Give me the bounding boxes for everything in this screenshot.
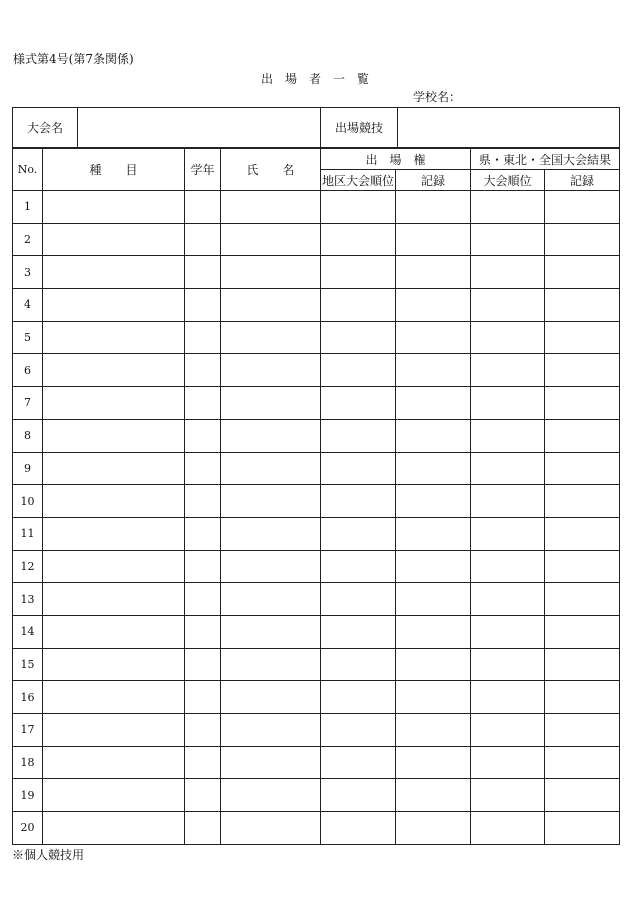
tournament-record-cell[interactable] xyxy=(545,485,620,518)
event-cell[interactable] xyxy=(43,681,185,714)
tournament-rank-cell[interactable] xyxy=(471,321,545,354)
row-number: 7 xyxy=(13,387,43,420)
tournament-rank-cell[interactable] xyxy=(471,419,545,452)
table-row xyxy=(13,550,620,583)
district-rank-cell[interactable] xyxy=(321,191,396,224)
district-rank-cell[interactable] xyxy=(321,256,396,289)
footnote: ※個人競技用 xyxy=(12,848,85,862)
event-cell[interactable] xyxy=(43,419,185,452)
tournament-record-cell[interactable] xyxy=(545,615,620,648)
table-row xyxy=(13,289,620,322)
event-cell[interactable] xyxy=(43,387,185,420)
event-cell[interactable] xyxy=(43,223,185,256)
name-cell[interactable] xyxy=(221,648,321,681)
district-record-cell[interactable] xyxy=(396,812,471,845)
tournament-record-cell[interactable] xyxy=(545,550,620,583)
tournament-rank-cell[interactable] xyxy=(471,223,545,256)
name-cell[interactable] xyxy=(221,550,321,583)
district-rank-cell[interactable] xyxy=(321,223,396,256)
district-record-cell[interactable] xyxy=(396,714,471,747)
name-cell[interactable] xyxy=(221,289,321,322)
tournament-rank-cell[interactable] xyxy=(471,256,545,289)
event-cell[interactable] xyxy=(43,289,185,322)
district-record-cell[interactable] xyxy=(396,746,471,779)
district-record-cell[interactable] xyxy=(396,419,471,452)
district-record-cell[interactable] xyxy=(396,387,471,420)
tournament-record-cell[interactable] xyxy=(545,191,620,224)
name-cell[interactable] xyxy=(221,615,321,648)
event-cell[interactable] xyxy=(43,517,185,550)
name-cell[interactable] xyxy=(221,256,321,289)
event-cell[interactable] xyxy=(43,485,185,518)
event-cell[interactable] xyxy=(43,812,185,845)
row-number: 1 xyxy=(13,191,43,224)
tournament-record-cell[interactable] xyxy=(545,387,620,420)
column-header-qualification: 出 場 権 xyxy=(321,149,471,170)
name-cell[interactable] xyxy=(221,485,321,518)
tournament-rank-cell[interactable] xyxy=(471,387,545,420)
district-record-cell[interactable] xyxy=(396,779,471,812)
tournament-record-cell[interactable] xyxy=(545,223,620,256)
column-header-results: 県・東北・全国大会結果 xyxy=(471,149,620,170)
event-label: 出場競技 xyxy=(321,108,398,148)
tournament-record-cell[interactable] xyxy=(545,648,620,681)
event-cell[interactable] xyxy=(43,550,185,583)
name-cell[interactable] xyxy=(221,354,321,387)
participants-table xyxy=(12,148,620,845)
district-rank-cell[interactable] xyxy=(321,452,396,485)
district-rank-cell[interactable] xyxy=(321,583,396,616)
grade-cell[interactable] xyxy=(185,289,221,322)
district-record-cell[interactable] xyxy=(396,321,471,354)
district-record-cell[interactable] xyxy=(396,354,471,387)
district-rank-cell[interactable] xyxy=(321,387,396,420)
tournament-record-cell[interactable] xyxy=(545,354,620,387)
tournament-record-cell[interactable] xyxy=(545,714,620,747)
table-row xyxy=(13,452,620,485)
grade-cell[interactable] xyxy=(185,485,221,518)
row-number: 8 xyxy=(13,419,43,452)
district-rank-cell[interactable] xyxy=(321,485,396,518)
row-number: 3 xyxy=(13,256,43,289)
tournament-record-cell[interactable] xyxy=(545,321,620,354)
district-record-cell[interactable] xyxy=(396,681,471,714)
district-rank-cell[interactable] xyxy=(321,714,396,747)
district-rank-cell[interactable] xyxy=(321,321,396,354)
district-record-cell[interactable] xyxy=(396,452,471,485)
tournament-record-cell[interactable] xyxy=(545,289,620,322)
district-rank-cell[interactable] xyxy=(321,681,396,714)
table-row xyxy=(13,779,620,812)
tournament-rank-cell[interactable] xyxy=(471,289,545,322)
row-number: 17 xyxy=(13,714,43,747)
grade-cell[interactable] xyxy=(185,517,221,550)
event-cell[interactable] xyxy=(43,615,185,648)
row-number: 2 xyxy=(13,223,43,256)
school-name-label: 学校名： xyxy=(413,90,462,104)
tournament-rank-cell[interactable] xyxy=(471,812,545,845)
tournament-rank-cell[interactable] xyxy=(471,517,545,550)
district-rank-cell[interactable] xyxy=(321,746,396,779)
table-row xyxy=(13,681,620,714)
tournament-rank-cell[interactable] xyxy=(471,648,545,681)
grade-cell[interactable] xyxy=(185,387,221,420)
tournament-record-cell[interactable] xyxy=(545,583,620,616)
table-row xyxy=(13,256,620,289)
tournament-rank-cell[interactable] xyxy=(471,550,545,583)
column-header-no: No. xyxy=(13,149,43,191)
tournament-record-cell[interactable] xyxy=(545,419,620,452)
row-number: 16 xyxy=(13,681,43,714)
grade-cell[interactable] xyxy=(185,256,221,289)
grade-cell[interactable] xyxy=(185,583,221,616)
name-cell[interactable] xyxy=(221,779,321,812)
event-cell[interactable] xyxy=(43,256,185,289)
tournament-rank-cell[interactable] xyxy=(471,452,545,485)
column-header-grade: 学年 xyxy=(185,149,221,191)
event-cell[interactable] xyxy=(43,648,185,681)
district-rank-cell[interactable] xyxy=(321,354,396,387)
table-row xyxy=(13,517,620,550)
row-number: 19 xyxy=(13,779,43,812)
grade-cell[interactable] xyxy=(185,452,221,485)
tournament-record-cell[interactable] xyxy=(545,517,620,550)
district-record-cell[interactable] xyxy=(396,517,471,550)
district-record-cell[interactable] xyxy=(396,289,471,322)
district-record-cell[interactable] xyxy=(396,485,471,518)
name-cell[interactable] xyxy=(221,387,321,420)
tournament-record-cell[interactable] xyxy=(545,746,620,779)
tournament-record-cell[interactable] xyxy=(545,256,620,289)
table-row xyxy=(13,321,620,354)
district-rank-cell[interactable] xyxy=(321,419,396,452)
row-number: 12 xyxy=(13,550,43,583)
name-cell[interactable] xyxy=(221,419,321,452)
tournament-rank-cell[interactable] xyxy=(471,583,545,616)
name-cell[interactable] xyxy=(221,583,321,616)
column-header-record: 記録 xyxy=(545,170,620,191)
district-rank-cell[interactable] xyxy=(321,812,396,845)
name-cell[interactable] xyxy=(221,321,321,354)
district-record-cell[interactable] xyxy=(396,256,471,289)
name-cell[interactable] xyxy=(221,746,321,779)
tournament-rank-cell[interactable] xyxy=(471,354,545,387)
district-record-cell[interactable] xyxy=(396,583,471,616)
table-row xyxy=(13,419,620,452)
table-row xyxy=(13,387,620,420)
row-number: 20 xyxy=(13,812,43,845)
district-record-cell[interactable] xyxy=(396,191,471,224)
tournament-record-cell[interactable] xyxy=(545,812,620,845)
district-rank-cell[interactable] xyxy=(321,779,396,812)
grade-cell[interactable] xyxy=(185,419,221,452)
grade-cell[interactable] xyxy=(185,321,221,354)
district-rank-cell[interactable] xyxy=(321,517,396,550)
grade-cell[interactable] xyxy=(185,779,221,812)
tournament-rank-cell[interactable] xyxy=(471,746,545,779)
event-field[interactable] xyxy=(398,108,620,148)
district-rank-cell[interactable] xyxy=(321,615,396,648)
event-cell[interactable] xyxy=(43,354,185,387)
table-row xyxy=(13,648,620,681)
grade-cell[interactable] xyxy=(185,812,221,845)
district-rank-cell[interactable] xyxy=(321,289,396,322)
event-cell[interactable] xyxy=(43,191,185,224)
event-cell[interactable] xyxy=(43,321,185,354)
table-row xyxy=(13,583,620,616)
event-cell[interactable] xyxy=(43,452,185,485)
event-cell[interactable] xyxy=(43,746,185,779)
grade-cell[interactable] xyxy=(185,191,221,224)
table-row xyxy=(13,191,620,224)
name-cell[interactable] xyxy=(221,517,321,550)
grade-cell[interactable] xyxy=(185,223,221,256)
table-row xyxy=(13,615,620,648)
row-number: 6 xyxy=(13,354,43,387)
table-row xyxy=(13,746,620,779)
name-cell[interactable] xyxy=(221,191,321,224)
table-row xyxy=(13,354,620,387)
row-number: 9 xyxy=(13,452,43,485)
tournament-rank-cell[interactable] xyxy=(471,779,545,812)
district-record-cell[interactable] xyxy=(396,223,471,256)
district-record-cell[interactable] xyxy=(396,550,471,583)
row-number: 15 xyxy=(13,648,43,681)
name-cell[interactable] xyxy=(221,714,321,747)
name-cell[interactable] xyxy=(221,681,321,714)
table-row xyxy=(13,485,620,518)
tournament-record-cell[interactable] xyxy=(545,779,620,812)
district-record-cell[interactable] xyxy=(396,615,471,648)
page-title: 出 場 者 一 覧 xyxy=(260,72,369,86)
column-header-record: 記録 xyxy=(396,170,471,191)
table-row xyxy=(13,714,620,747)
name-cell[interactable] xyxy=(221,812,321,845)
tournament-rank-cell[interactable] xyxy=(471,681,545,714)
district-rank-cell[interactable] xyxy=(321,550,396,583)
column-header-name: 氏 名 xyxy=(221,149,321,191)
row-number: 5 xyxy=(13,321,43,354)
form-reference: 様式第4号(第7条関係) xyxy=(13,52,134,66)
name-cell[interactable] xyxy=(221,452,321,485)
district-rank-cell[interactable] xyxy=(321,648,396,681)
name-cell[interactable] xyxy=(221,223,321,256)
row-number: 11 xyxy=(13,517,43,550)
tournament-record-cell[interactable] xyxy=(545,452,620,485)
row-number: 18 xyxy=(13,746,43,779)
column-header-tournament-rank: 大会順位 xyxy=(471,170,545,191)
grade-cell[interactable] xyxy=(185,354,221,387)
grade-cell[interactable] xyxy=(185,615,221,648)
grade-cell[interactable] xyxy=(185,746,221,779)
tournament-rank-cell[interactable] xyxy=(471,714,545,747)
table-row xyxy=(13,812,620,845)
grade-cell[interactable] xyxy=(185,681,221,714)
event-cell[interactable] xyxy=(43,779,185,812)
row-number: 4 xyxy=(13,289,43,322)
tournament-rank-cell[interactable] xyxy=(471,485,545,518)
grade-cell[interactable] xyxy=(185,714,221,747)
tournament-rank-cell[interactable] xyxy=(471,191,545,224)
row-number: 13 xyxy=(13,583,43,616)
row-number: 14 xyxy=(13,615,43,648)
header-table xyxy=(12,107,620,148)
column-header-event: 種 目 xyxy=(43,149,185,191)
tournament-record-cell[interactable] xyxy=(545,681,620,714)
event-cell[interactable] xyxy=(43,583,185,616)
grade-cell[interactable] xyxy=(185,648,221,681)
tournament-name-field[interactable] xyxy=(78,108,321,148)
tournament-name-label: 大会名 xyxy=(13,108,78,148)
column-header-district-rank: 地区大会順位 xyxy=(321,170,396,191)
row-number: 10 xyxy=(13,485,43,518)
district-record-cell[interactable] xyxy=(396,648,471,681)
table-row xyxy=(13,223,620,256)
event-cell[interactable] xyxy=(43,714,185,747)
tournament-rank-cell[interactable] xyxy=(471,615,545,648)
table-body xyxy=(13,191,620,845)
grade-cell[interactable] xyxy=(185,550,221,583)
